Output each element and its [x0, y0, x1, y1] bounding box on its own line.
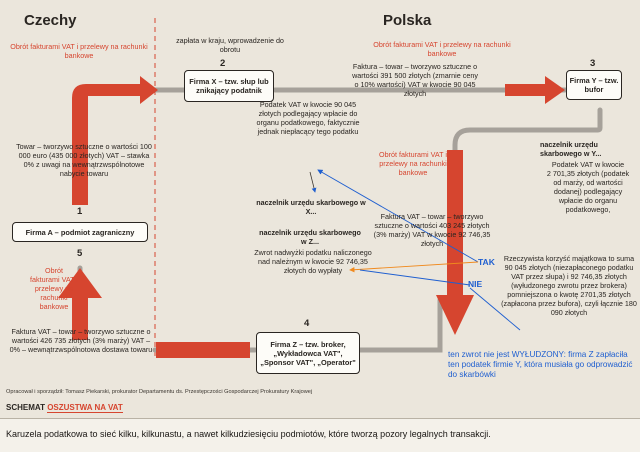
- obrot-text-pl-mid: Obrót fakturami VAT i przelewy na rachunki bankowe: [379, 150, 447, 177]
- podatek-vat-text: Podatek VAT w kwocie 90 045 złotych podlegający wpłacie do organu podatkowego, faktycznie jednak niepłacący tego podatku: [256, 100, 360, 136]
- country-czechy: Czechy: [24, 12, 77, 29]
- obrot-text-cz-bottom: Obrót fakturami VAT i przelewy na rachunki bankowe: [30, 266, 78, 311]
- step-4: 4: [304, 318, 310, 329]
- box-firma-y: Firma Y – tzw. bufor: [566, 70, 622, 100]
- red-arrow-to-y: [505, 76, 565, 104]
- naczelnik-x: naczelnik urzędu skarbowego w X...: [256, 198, 366, 216]
- naczelnik-z: naczelnik urzędu skarbowego w Z...: [259, 228, 361, 246]
- obrot-text-cz-top: Obrót fakturami VAT i przelewy na rachunki bankowe: [10, 42, 148, 60]
- country-polska: Polska: [383, 12, 432, 29]
- box-firma-a: Firma A – podmiot zagraniczny: [12, 222, 148, 242]
- box-firma-z: Firma Z – tzw. broker, „Wykładowca VAT", „Sponsor VAT", „Operator": [256, 332, 360, 374]
- podatek-y-head: Podatek VAT w kwocie: [551, 160, 625, 169]
- step-2: 2: [220, 58, 226, 69]
- schemat-title: [6, 403, 123, 412]
- schemat-label: SCHEMAT: [6, 403, 45, 412]
- nie-label: NIE: [468, 279, 483, 289]
- faktura-bottom-text: Faktura VAT – towar – tworzywo sztuczne o wartości 426 735 złotych (3% marży) VAT – 0% – wewnątrzwspólnotowa dostawa towaru: [9, 327, 153, 354]
- rzeczywista-text: Rzeczywista korzyść majątkowa to suma 90 045 złotych (niezapłaconego podatku VAT przez słupa) i 92 746,35 złotych (wyłudzonego zwrotu przez brokera) pomniejszona o kwotę 2701,35 złotych (zapłacona przez bufora), czyli łącznie 180 090 złotych: [501, 254, 637, 317]
- towar-text: Towar – tworzywo sztuczne o wartości 100 000 euro (435 000 złotych) VAT – stawka 0% z uwagi na wewnątrzwspólnotowe nabycie towaru: [16, 142, 152, 178]
- box-firma-x: Firma X – tzw. słup lub znikający podatnik: [184, 70, 274, 102]
- step-3: 3: [590, 58, 596, 69]
- zwrot-text: Zwrot nadwyżki podatku naliczonego nad należnym w kwocie 92 746,35 złotych do wypłaty: [254, 248, 372, 275]
- credit-text: Opracował i sporządził: Tomasz Piekarski, prokurator Departamentu ds. Przestępczości Gospodarczej Prokuratury Krajowej: [6, 389, 313, 395]
- step-1: 1: [77, 206, 83, 217]
- caption-text: Karuzela podatkowa to sieć kilku, kilkunastu, a nawet kilkudziesięciu podmiotów, które tworzą pozory legalnych transakcji.: [6, 429, 491, 439]
- blue-annotation: ten zwrot nie jest WYŁUDZONY: firma Z zapłaciła ten podatek firmie Y, która musiała go odprowadzić do skarbówki: [448, 350, 633, 379]
- obrot-text-pl-top: Obrót fakturami VAT i przelewy na rachunki bankowe: [373, 40, 511, 58]
- step-5: 5: [77, 248, 83, 259]
- red-arrow-up-right: [72, 76, 158, 205]
- schemat-subtitle: OSZUSTWA NA VAT: [47, 403, 123, 412]
- podatek-y-text: 2 701,35 złotych (podatek od marży, od wartości dodanej) podlegający wpłacie do organu podatkowego,: [546, 169, 630, 214]
- tak-label: TAK: [478, 257, 495, 267]
- faktura-top-text: Faktura – towar – tworzywo sztuczne o wartości 391 500 złotych (zmarnie ceny o 10% wartości) VAT w kwocie 90 045 złotych: [352, 62, 478, 98]
- faktura-mid-text: Faktura VAT – towar – tworzywo sztuczne o wartości 403 245 złotych (3% marży) VAT w kwocie 92 746,35 złotych: [373, 212, 491, 248]
- caption-bar: [0, 418, 640, 452]
- zaplata-text: zapłata w kraju, wprowadzenie do obrotu: [176, 36, 284, 54]
- red-bar-bottom: [156, 342, 250, 358]
- naczelnik-y: naczelnik urzędu skarbowego w Y...: [540, 140, 602, 158]
